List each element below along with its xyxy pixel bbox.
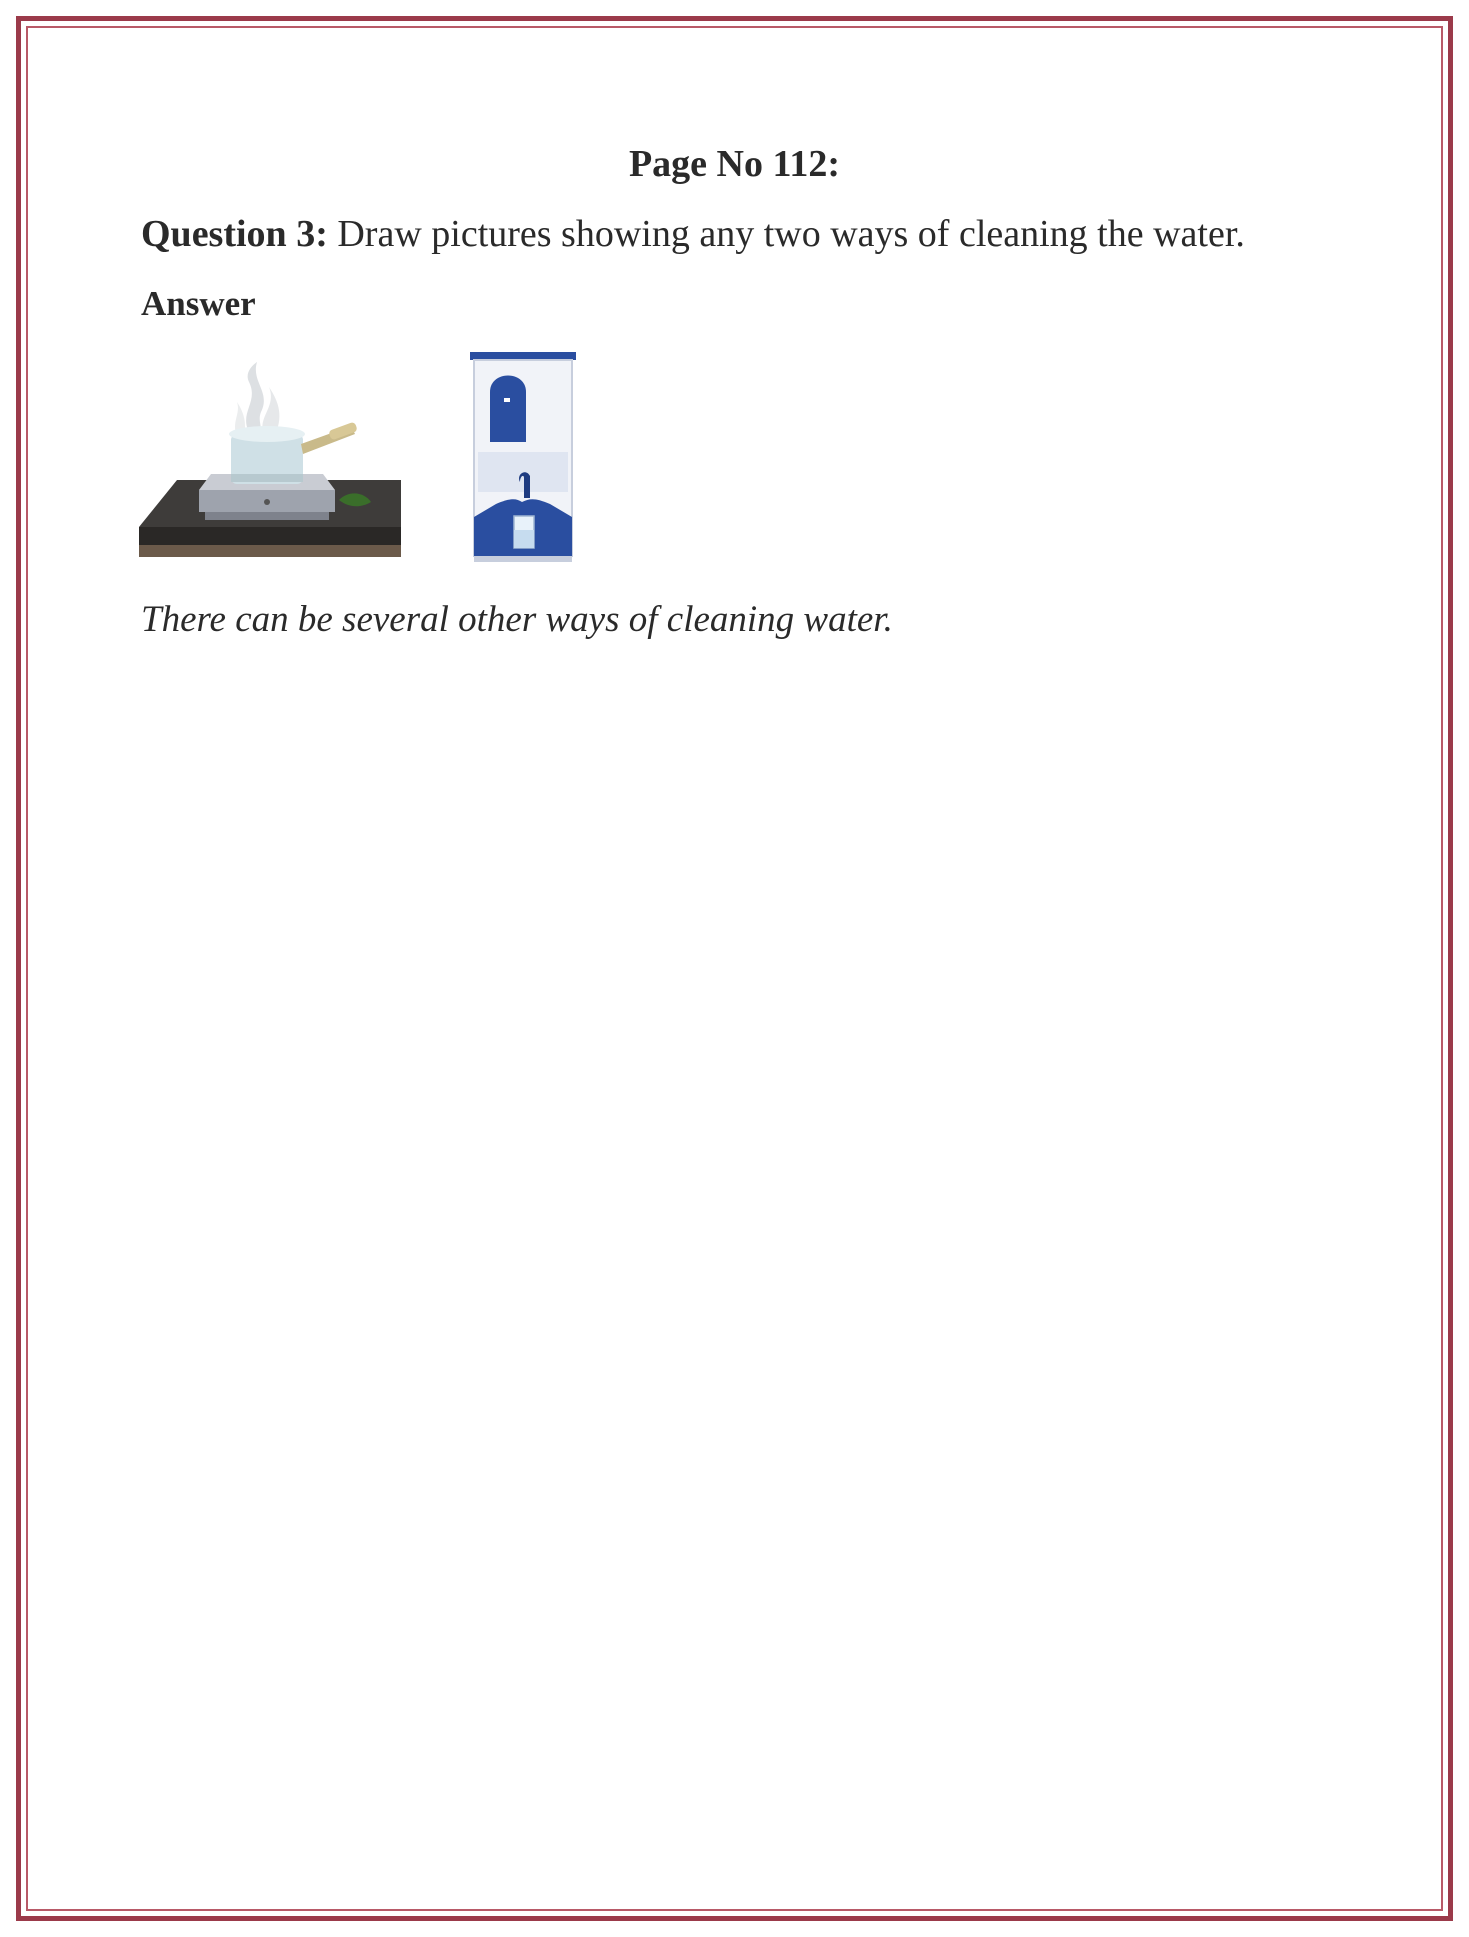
question-text bbox=[141, 212, 1381, 256]
closing-note: There can be several other ways of cleaning water. bbox=[141, 599, 893, 640]
answer-label: Answer bbox=[141, 284, 256, 323]
page-heading: Page No 112: bbox=[628, 143, 841, 185]
question-body: Draw pictures showing any two ways of cleaning the water. bbox=[327, 213, 1245, 255]
question-label: Question 3: bbox=[141, 213, 328, 255]
boiling-water-on-stove-icon bbox=[139, 362, 401, 558]
water-purifier-icon bbox=[470, 352, 576, 562]
